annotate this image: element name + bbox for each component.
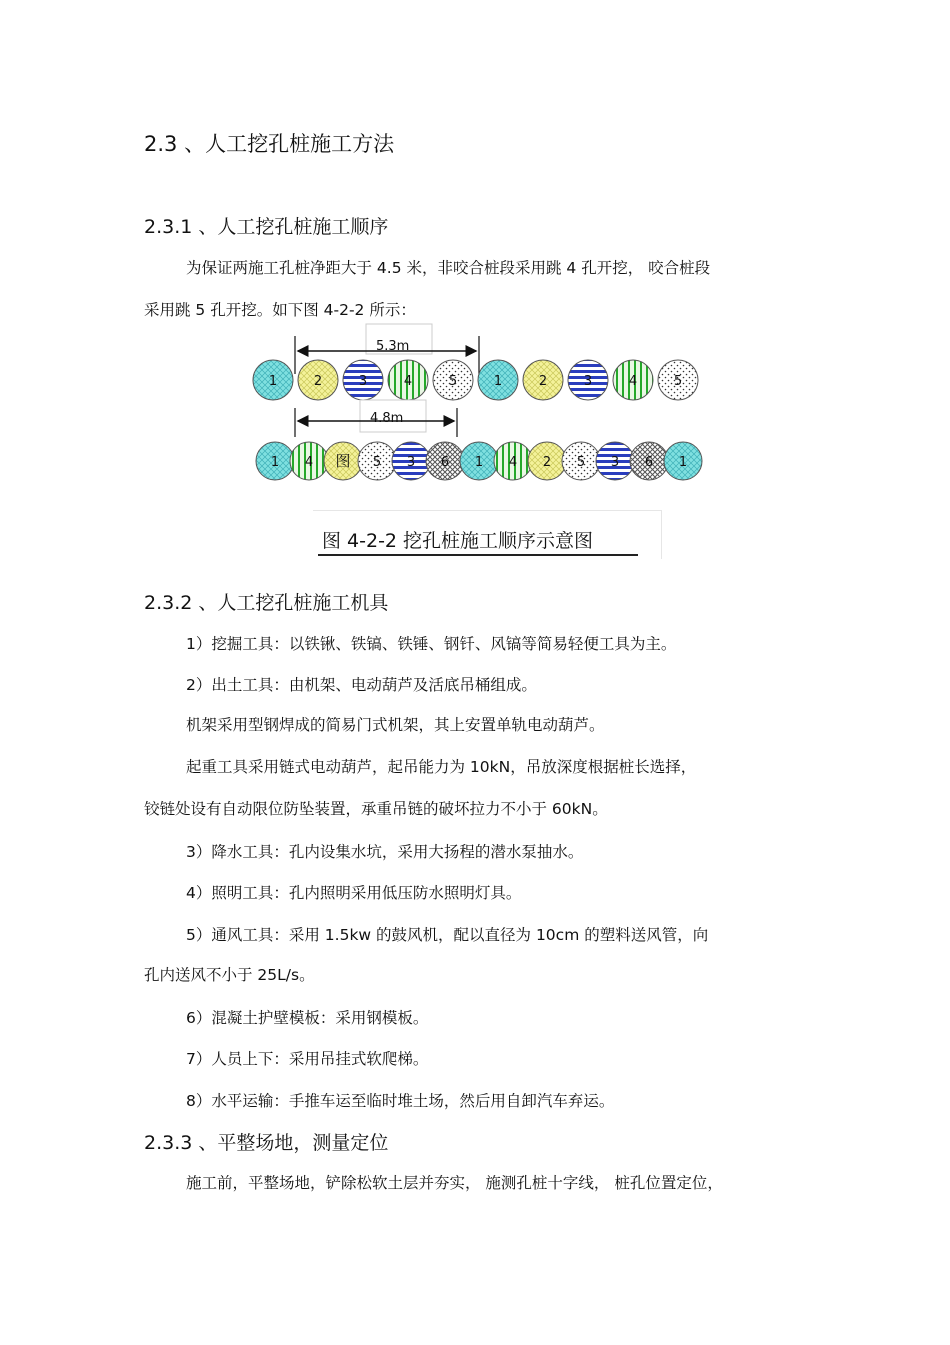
section-2-3-1-title: 2.3.1 、人工挖孔桩施工顺序 xyxy=(144,216,389,238)
paragraph-line: 为保证两施工孔桩净距大于 4.5 米，非咬合桩段采用跳 4 孔开挖， 咬合桩段 xyxy=(186,259,711,277)
row1-pile-label: 2 xyxy=(538,374,548,389)
row2-pile-label: 5 xyxy=(576,455,586,470)
section-2-3-title: 2.3 、人工挖孔桩施工方法 xyxy=(144,132,395,156)
row1-pile-label: 3 xyxy=(358,374,368,389)
row2-pile-label: 1 xyxy=(270,455,280,470)
paragraph-line: 机架采用型钢焊成的简易门式机架，其上安置单轨电动葫芦。 xyxy=(186,716,605,734)
list-item: 6）混凝土护壁模板：采用钢模板。 xyxy=(186,1009,429,1027)
row2-pile-label: 图 xyxy=(335,452,351,470)
row2-pile-label: 3 xyxy=(406,455,416,470)
paragraph-line: 施工前，平整场地，铲除松软土层并夯实， 施测孔桩十字线， 桩孔位置定位， xyxy=(186,1174,723,1192)
row1-pile-label: 4 xyxy=(628,374,638,389)
row1-pile-label: 1 xyxy=(268,374,278,389)
list-item: 3）降水工具：孔内设集水坑，采用大扬程的潜水泵抽水。 xyxy=(186,843,584,861)
row1-pile-label: 3 xyxy=(583,374,593,389)
caption-underline xyxy=(318,554,638,556)
list-item: 2）出土工具：由机架、电动葫芦及活底吊桶组成。 xyxy=(186,676,537,694)
paragraph-line: 起重工具采用链式电动葫芦，起吊能力为 10kN，吊放深度根据桩长选择， xyxy=(186,758,697,776)
row1-pile-label: 1 xyxy=(493,374,503,389)
dimension-bottom-label: 4.8m xyxy=(370,411,404,426)
figure-caption: 图 4-2-2 挖孔桩施工顺序示意图 xyxy=(322,530,594,552)
pile-row-2 xyxy=(256,442,702,480)
row2-pile-label: 6 xyxy=(644,455,654,470)
list-item: 5）通风工具：采用 1.5kw 的鼓风机，配以直径为 10cm 的塑料送风管，向 xyxy=(186,926,709,944)
row2-pile-label: 4 xyxy=(304,455,314,470)
row2-pile-label: 1 xyxy=(474,455,484,470)
row2-pile-label: 4 xyxy=(508,455,518,470)
row2-pile-label: 2 xyxy=(542,455,552,470)
row2-pile-label: 3 xyxy=(610,455,620,470)
pile-row-1 xyxy=(253,360,698,400)
section-2-3-2-title: 2.3.2 、人工挖孔桩施工机具 xyxy=(144,592,389,614)
list-item: 4）照明工具：孔内照明采用低压防水照明灯具。 xyxy=(186,884,522,902)
row2-pile-label: 1 xyxy=(678,455,688,470)
dimension-top-label: 5.3m xyxy=(376,339,410,354)
paragraph-line: 孔内送风不小于 25L/s。 xyxy=(144,966,315,984)
row2-pile-label: 6 xyxy=(440,455,450,470)
paragraph-line: 铰链处设有自动限位防坠装置，承重吊链的破坏拉力不小于 60kN。 xyxy=(144,800,608,818)
row1-pile-label: 2 xyxy=(313,374,323,389)
paragraph-line: 采用跳 5 孔开挖。如下图 4-2-2 所示： xyxy=(144,301,416,319)
row2-pile-label: 5 xyxy=(372,455,382,470)
list-item: 1）挖掘工具：以铁锹、铁镐、铁锤、钢钎、风镐等简易轻便工具为主。 xyxy=(186,635,677,653)
pile-sequence-diagram xyxy=(250,322,710,492)
list-item: 7）人员上下：采用吊挂式软爬梯。 xyxy=(186,1050,429,1068)
row1-pile-label: 5 xyxy=(673,374,683,389)
section-2-3-3-title: 2.3.3 、平整场地，测量定位 xyxy=(144,1132,389,1154)
row1-pile-label: 4 xyxy=(403,374,413,389)
row1-pile-label: 5 xyxy=(448,374,458,389)
list-item: 8）水平运输：手推车运至临时堆土场，然后用自卸汽车弃运。 xyxy=(186,1092,615,1110)
